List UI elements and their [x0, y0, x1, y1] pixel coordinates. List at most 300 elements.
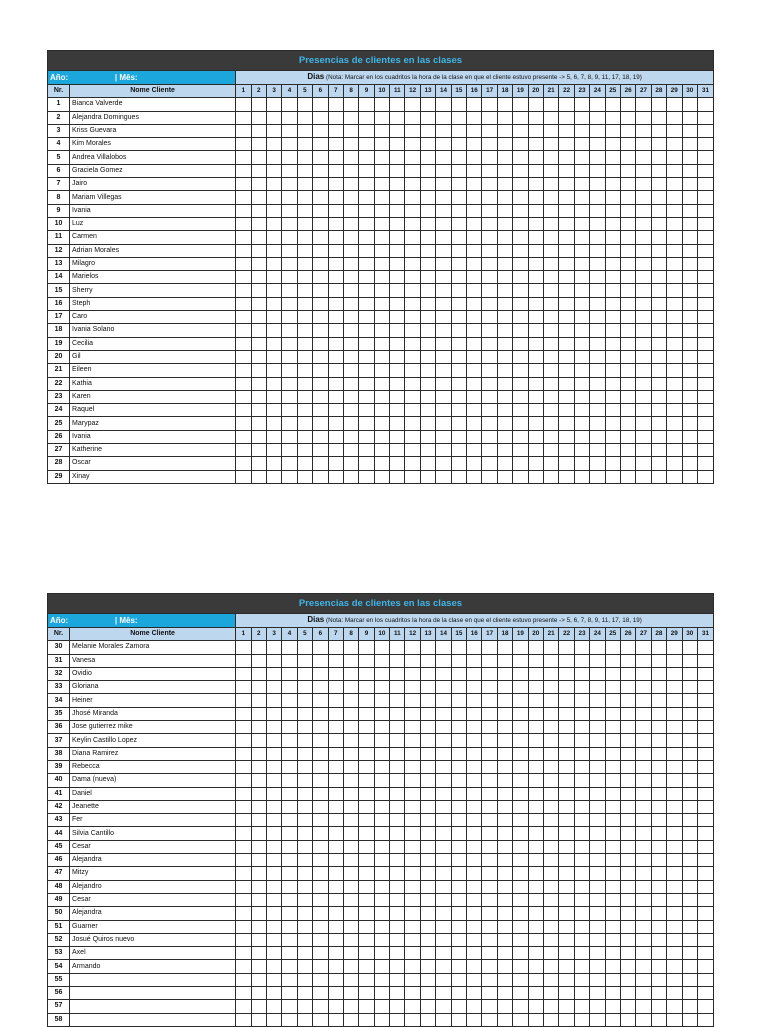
attendance-cell[interactable] [636, 124, 651, 137]
attendance-cell[interactable] [328, 257, 343, 270]
attendance-cell[interactable] [343, 840, 358, 853]
attendance-cell[interactable] [605, 284, 620, 297]
attendance-cell[interactable] [682, 350, 697, 363]
attendance-cell[interactable] [251, 324, 266, 337]
attendance-cell[interactable] [251, 760, 266, 773]
attendance-cell[interactable] [266, 430, 281, 443]
attendance-cell[interactable] [328, 217, 343, 230]
attendance-cell[interactable] [590, 880, 605, 893]
attendance-cell[interactable] [574, 404, 589, 417]
attendance-cell[interactable] [420, 124, 435, 137]
attendance-cell[interactable] [467, 920, 482, 933]
attendance-cell[interactable] [513, 271, 528, 284]
attendance-cell[interactable] [574, 470, 589, 483]
client-name[interactable]: Alejandra Domingues [70, 111, 236, 124]
attendance-cell[interactable] [359, 947, 374, 960]
attendance-cell[interactable] [513, 654, 528, 667]
client-name[interactable]: Oscar [70, 457, 236, 470]
attendance-cell[interactable] [682, 721, 697, 734]
attendance-cell[interactable] [297, 417, 312, 430]
attendance-cell[interactable] [390, 111, 405, 124]
attendance-cell[interactable] [451, 297, 466, 310]
attendance-cell[interactable] [559, 960, 574, 973]
attendance-cell[interactable] [497, 933, 512, 946]
attendance-cell[interactable] [251, 390, 266, 403]
attendance-cell[interactable] [651, 271, 666, 284]
attendance-cell[interactable] [405, 98, 420, 111]
attendance-cell[interactable] [374, 774, 389, 787]
attendance-cell[interactable] [297, 1013, 312, 1026]
attendance-cell[interactable] [266, 933, 281, 946]
attendance-cell[interactable] [682, 973, 697, 986]
attendance-cell[interactable] [636, 987, 651, 1000]
attendance-cell[interactable] [436, 880, 451, 893]
attendance-cell[interactable] [251, 787, 266, 800]
attendance-cell[interactable] [513, 973, 528, 986]
attendance-cell[interactable] [682, 1000, 697, 1013]
attendance-cell[interactable] [543, 787, 558, 800]
attendance-cell[interactable] [251, 417, 266, 430]
attendance-cell[interactable] [251, 284, 266, 297]
attendance-cell[interactable] [236, 178, 251, 191]
attendance-cell[interactable] [590, 470, 605, 483]
attendance-cell[interactable] [420, 920, 435, 933]
attendance-cell[interactable] [451, 164, 466, 177]
attendance-cell[interactable] [390, 244, 405, 257]
attendance-cell[interactable] [605, 814, 620, 827]
attendance-cell[interactable] [559, 417, 574, 430]
attendance-cell[interactable] [405, 854, 420, 867]
attendance-cell[interactable] [251, 920, 266, 933]
attendance-cell[interactable] [251, 178, 266, 191]
attendance-cell[interactable] [651, 337, 666, 350]
attendance-cell[interactable] [482, 204, 497, 217]
attendance-cell[interactable] [543, 667, 558, 680]
attendance-cell[interactable] [528, 814, 543, 827]
attendance-cell[interactable] [297, 694, 312, 707]
attendance-cell[interactable] [282, 867, 297, 880]
attendance-cell[interactable] [620, 667, 635, 680]
client-name[interactable]: Jose gutierrez mike [70, 721, 236, 734]
attendance-cell[interactable] [390, 747, 405, 760]
attendance-cell[interactable] [343, 390, 358, 403]
attendance-cell[interactable] [605, 271, 620, 284]
attendance-cell[interactable] [497, 297, 512, 310]
attendance-cell[interactable] [651, 151, 666, 164]
attendance-cell[interactable] [559, 1013, 574, 1026]
attendance-cell[interactable] [513, 907, 528, 920]
attendance-cell[interactable] [605, 377, 620, 390]
attendance-cell[interactable] [636, 311, 651, 324]
attendance-cell[interactable] [436, 907, 451, 920]
attendance-cell[interactable] [543, 721, 558, 734]
attendance-cell[interactable] [605, 390, 620, 403]
attendance-cell[interactable] [359, 98, 374, 111]
attendance-cell[interactable] [697, 707, 713, 720]
attendance-cell[interactable] [697, 641, 713, 654]
attendance-cell[interactable] [682, 417, 697, 430]
attendance-cell[interactable] [405, 430, 420, 443]
attendance-cell[interactable] [297, 271, 312, 284]
attendance-cell[interactable] [390, 151, 405, 164]
attendance-cell[interactable] [328, 641, 343, 654]
attendance-cell[interactable] [559, 1000, 574, 1013]
attendance-cell[interactable] [697, 920, 713, 933]
attendance-cell[interactable] [251, 893, 266, 906]
attendance-cell[interactable] [251, 840, 266, 853]
attendance-cell[interactable] [543, 654, 558, 667]
attendance-cell[interactable] [297, 681, 312, 694]
attendance-cell[interactable] [313, 444, 328, 457]
attendance-cell[interactable] [697, 1000, 713, 1013]
attendance-cell[interactable] [682, 840, 697, 853]
attendance-cell[interactable] [513, 867, 528, 880]
attendance-cell[interactable] [436, 417, 451, 430]
attendance-cell[interactable] [682, 217, 697, 230]
attendance-cell[interactable] [420, 297, 435, 310]
attendance-cell[interactable] [620, 191, 635, 204]
attendance-cell[interactable] [343, 760, 358, 773]
attendance-cell[interactable] [251, 191, 266, 204]
attendance-cell[interactable] [282, 404, 297, 417]
attendance-cell[interactable] [574, 800, 589, 813]
attendance-cell[interactable] [359, 827, 374, 840]
client-name[interactable] [70, 987, 236, 1000]
attendance-cell[interactable] [359, 297, 374, 310]
attendance-cell[interactable] [313, 124, 328, 137]
attendance-cell[interactable] [651, 947, 666, 960]
attendance-cell[interactable] [405, 893, 420, 906]
attendance-cell[interactable] [405, 800, 420, 813]
attendance-cell[interactable] [667, 257, 682, 270]
attendance-cell[interactable] [543, 854, 558, 867]
attendance-cell[interactable] [497, 641, 512, 654]
attendance-cell[interactable] [590, 98, 605, 111]
attendance-cell[interactable] [390, 470, 405, 483]
client-name[interactable]: Mariam Villegas [70, 191, 236, 204]
attendance-cell[interactable] [420, 840, 435, 853]
attendance-cell[interactable] [282, 231, 297, 244]
attendance-cell[interactable] [343, 430, 358, 443]
attendance-cell[interactable] [313, 404, 328, 417]
client-name[interactable]: Heiner [70, 694, 236, 707]
attendance-cell[interactable] [313, 1013, 328, 1026]
attendance-cell[interactable] [266, 164, 281, 177]
attendance-cell[interactable] [620, 787, 635, 800]
attendance-cell[interactable] [436, 297, 451, 310]
attendance-cell[interactable] [682, 814, 697, 827]
attendance-cell[interactable] [297, 893, 312, 906]
attendance-cell[interactable] [559, 457, 574, 470]
attendance-cell[interactable] [451, 151, 466, 164]
attendance-cell[interactable] [467, 417, 482, 430]
attendance-cell[interactable] [605, 827, 620, 840]
attendance-cell[interactable] [467, 840, 482, 853]
attendance-cell[interactable] [590, 284, 605, 297]
attendance-cell[interactable] [667, 747, 682, 760]
attendance-cell[interactable] [528, 470, 543, 483]
attendance-cell[interactable] [497, 960, 512, 973]
attendance-cell[interactable] [667, 457, 682, 470]
attendance-cell[interactable] [266, 98, 281, 111]
attendance-cell[interactable] [697, 430, 713, 443]
attendance-cell[interactable] [667, 311, 682, 324]
attendance-cell[interactable] [636, 747, 651, 760]
attendance-cell[interactable] [620, 907, 635, 920]
attendance-cell[interactable] [620, 1000, 635, 1013]
attendance-cell[interactable] [390, 457, 405, 470]
attendance-cell[interactable] [513, 840, 528, 853]
attendance-cell[interactable] [390, 707, 405, 720]
attendance-cell[interactable] [266, 880, 281, 893]
attendance-cell[interactable] [605, 920, 620, 933]
attendance-cell[interactable] [297, 933, 312, 946]
attendance-cell[interactable] [236, 204, 251, 217]
attendance-cell[interactable] [590, 747, 605, 760]
attendance-cell[interactable] [590, 191, 605, 204]
attendance-cell[interactable] [497, 244, 512, 257]
attendance-cell[interactable] [574, 787, 589, 800]
attendance-cell[interactable] [497, 787, 512, 800]
attendance-cell[interactable] [420, 694, 435, 707]
attendance-cell[interactable] [343, 893, 358, 906]
attendance-cell[interactable] [405, 390, 420, 403]
attendance-cell[interactable] [543, 694, 558, 707]
attendance-cell[interactable] [236, 138, 251, 151]
attendance-cell[interactable] [251, 164, 266, 177]
attendance-cell[interactable] [636, 641, 651, 654]
attendance-cell[interactable] [590, 721, 605, 734]
attendance-cell[interactable] [467, 960, 482, 973]
attendance-cell[interactable] [651, 707, 666, 720]
attendance-cell[interactable] [513, 920, 528, 933]
attendance-cell[interactable] [497, 98, 512, 111]
attendance-cell[interactable] [605, 1000, 620, 1013]
attendance-cell[interactable] [697, 164, 713, 177]
attendance-cell[interactable] [297, 311, 312, 324]
attendance-cell[interactable] [497, 364, 512, 377]
attendance-cell[interactable] [390, 1013, 405, 1026]
attendance-cell[interactable] [390, 284, 405, 297]
attendance-cell[interactable] [236, 827, 251, 840]
attendance-cell[interactable] [528, 654, 543, 667]
attendance-cell[interactable] [697, 814, 713, 827]
attendance-cell[interactable] [436, 854, 451, 867]
attendance-cell[interactable] [697, 217, 713, 230]
attendance-cell[interactable] [328, 947, 343, 960]
attendance-cell[interactable] [667, 364, 682, 377]
attendance-cell[interactable] [559, 947, 574, 960]
attendance-cell[interactable] [528, 840, 543, 853]
attendance-cell[interactable] [359, 880, 374, 893]
attendance-cell[interactable] [528, 867, 543, 880]
attendance-cell[interactable] [513, 231, 528, 244]
attendance-cell[interactable] [313, 271, 328, 284]
attendance-cell[interactable] [528, 204, 543, 217]
attendance-cell[interactable] [436, 1013, 451, 1026]
attendance-cell[interactable] [405, 297, 420, 310]
attendance-cell[interactable] [266, 204, 281, 217]
attendance-cell[interactable] [451, 893, 466, 906]
attendance-cell[interactable] [359, 681, 374, 694]
attendance-cell[interactable] [467, 654, 482, 667]
attendance-cell[interactable] [405, 204, 420, 217]
attendance-cell[interactable] [313, 111, 328, 124]
attendance-cell[interactable] [513, 390, 528, 403]
attendance-cell[interactable] [343, 350, 358, 363]
attendance-cell[interactable] [651, 787, 666, 800]
attendance-cell[interactable] [636, 933, 651, 946]
attendance-cell[interactable] [590, 960, 605, 973]
attendance-cell[interactable] [467, 191, 482, 204]
attendance-cell[interactable] [266, 444, 281, 457]
attendance-cell[interactable] [513, 151, 528, 164]
attendance-cell[interactable] [313, 747, 328, 760]
attendance-cell[interactable] [236, 880, 251, 893]
attendance-cell[interactable] [697, 204, 713, 217]
attendance-cell[interactable] [482, 854, 497, 867]
attendance-cell[interactable] [297, 390, 312, 403]
attendance-cell[interactable] [374, 947, 389, 960]
attendance-cell[interactable] [390, 257, 405, 270]
attendance-cell[interactable] [251, 641, 266, 654]
attendance-cell[interactable] [667, 893, 682, 906]
attendance-cell[interactable] [266, 350, 281, 363]
attendance-cell[interactable] [590, 430, 605, 443]
attendance-cell[interactable] [390, 271, 405, 284]
attendance-cell[interactable] [405, 667, 420, 680]
attendance-cell[interactable] [297, 470, 312, 483]
attendance-cell[interactable] [266, 667, 281, 680]
attendance-cell[interactable] [697, 311, 713, 324]
client-name[interactable]: Mitzy [70, 867, 236, 880]
attendance-cell[interactable] [651, 244, 666, 257]
attendance-cell[interactable] [559, 151, 574, 164]
attendance-cell[interactable] [543, 297, 558, 310]
attendance-cell[interactable] [359, 760, 374, 773]
attendance-cell[interactable] [405, 404, 420, 417]
attendance-cell[interactable] [651, 694, 666, 707]
attendance-cell[interactable] [420, 191, 435, 204]
attendance-cell[interactable] [405, 641, 420, 654]
attendance-cell[interactable] [667, 867, 682, 880]
attendance-cell[interactable] [328, 880, 343, 893]
attendance-cell[interactable] [405, 867, 420, 880]
attendance-cell[interactable] [236, 840, 251, 853]
attendance-cell[interactable] [543, 1013, 558, 1026]
attendance-cell[interactable] [574, 641, 589, 654]
attendance-cell[interactable] [482, 111, 497, 124]
attendance-cell[interactable] [313, 364, 328, 377]
attendance-cell[interactable] [343, 164, 358, 177]
attendance-cell[interactable] [543, 920, 558, 933]
attendance-cell[interactable] [405, 787, 420, 800]
attendance-cell[interactable] [266, 814, 281, 827]
attendance-cell[interactable] [451, 641, 466, 654]
attendance-cell[interactable] [359, 721, 374, 734]
attendance-cell[interactable] [282, 470, 297, 483]
attendance-cell[interactable] [482, 747, 497, 760]
client-name[interactable]: Raquel [70, 404, 236, 417]
attendance-cell[interactable] [359, 840, 374, 853]
attendance-cell[interactable] [497, 151, 512, 164]
attendance-cell[interactable] [574, 840, 589, 853]
attendance-cell[interactable] [359, 774, 374, 787]
attendance-cell[interactable] [559, 390, 574, 403]
attendance-cell[interactable] [236, 707, 251, 720]
attendance-cell[interactable] [528, 973, 543, 986]
attendance-cell[interactable] [574, 867, 589, 880]
attendance-cell[interactable] [374, 311, 389, 324]
attendance-cell[interactable] [682, 734, 697, 747]
attendance-cell[interactable] [590, 164, 605, 177]
attendance-cell[interactable] [543, 907, 558, 920]
attendance-cell[interactable] [667, 350, 682, 363]
attendance-cell[interactable] [313, 151, 328, 164]
attendance-cell[interactable] [405, 747, 420, 760]
attendance-cell[interactable] [436, 694, 451, 707]
attendance-cell[interactable] [266, 271, 281, 284]
attendance-cell[interactable] [543, 973, 558, 986]
attendance-cell[interactable] [667, 111, 682, 124]
attendance-cell[interactable] [651, 867, 666, 880]
attendance-cell[interactable] [451, 867, 466, 880]
attendance-cell[interactable] [528, 271, 543, 284]
attendance-cell[interactable] [282, 747, 297, 760]
attendance-cell[interactable] [513, 204, 528, 217]
attendance-cell[interactable] [359, 814, 374, 827]
attendance-cell[interactable] [266, 1013, 281, 1026]
attendance-cell[interactable] [405, 960, 420, 973]
attendance-cell[interactable] [667, 933, 682, 946]
attendance-cell[interactable] [482, 933, 497, 946]
attendance-cell[interactable] [543, 284, 558, 297]
attendance-cell[interactable] [497, 457, 512, 470]
attendance-cell[interactable] [528, 151, 543, 164]
attendance-cell[interactable] [697, 760, 713, 773]
attendance-cell[interactable] [513, 217, 528, 230]
attendance-cell[interactable] [636, 654, 651, 667]
attendance-cell[interactable] [328, 271, 343, 284]
attendance-cell[interactable] [497, 337, 512, 350]
attendance-cell[interactable] [590, 151, 605, 164]
attendance-cell[interactable] [328, 377, 343, 390]
attendance-cell[interactable] [605, 350, 620, 363]
attendance-cell[interactable] [343, 654, 358, 667]
attendance-cell[interactable] [497, 1000, 512, 1013]
attendance-cell[interactable] [390, 404, 405, 417]
attendance-cell[interactable] [282, 667, 297, 680]
attendance-cell[interactable] [328, 747, 343, 760]
client-name[interactable]: Jairo [70, 178, 236, 191]
attendance-cell[interactable] [697, 111, 713, 124]
attendance-cell[interactable] [513, 124, 528, 137]
attendance-cell[interactable] [636, 470, 651, 483]
attendance-cell[interactable] [297, 734, 312, 747]
client-name[interactable]: Guarner [70, 920, 236, 933]
attendance-cell[interactable] [343, 787, 358, 800]
attendance-cell[interactable] [251, 987, 266, 1000]
attendance-cell[interactable] [467, 747, 482, 760]
attendance-cell[interactable] [451, 681, 466, 694]
attendance-cell[interactable] [667, 417, 682, 430]
attendance-cell[interactable] [328, 800, 343, 813]
attendance-cell[interactable] [282, 444, 297, 457]
attendance-cell[interactable] [559, 800, 574, 813]
attendance-cell[interactable] [497, 840, 512, 853]
attendance-cell[interactable] [513, 694, 528, 707]
attendance-cell[interactable] [620, 1013, 635, 1026]
